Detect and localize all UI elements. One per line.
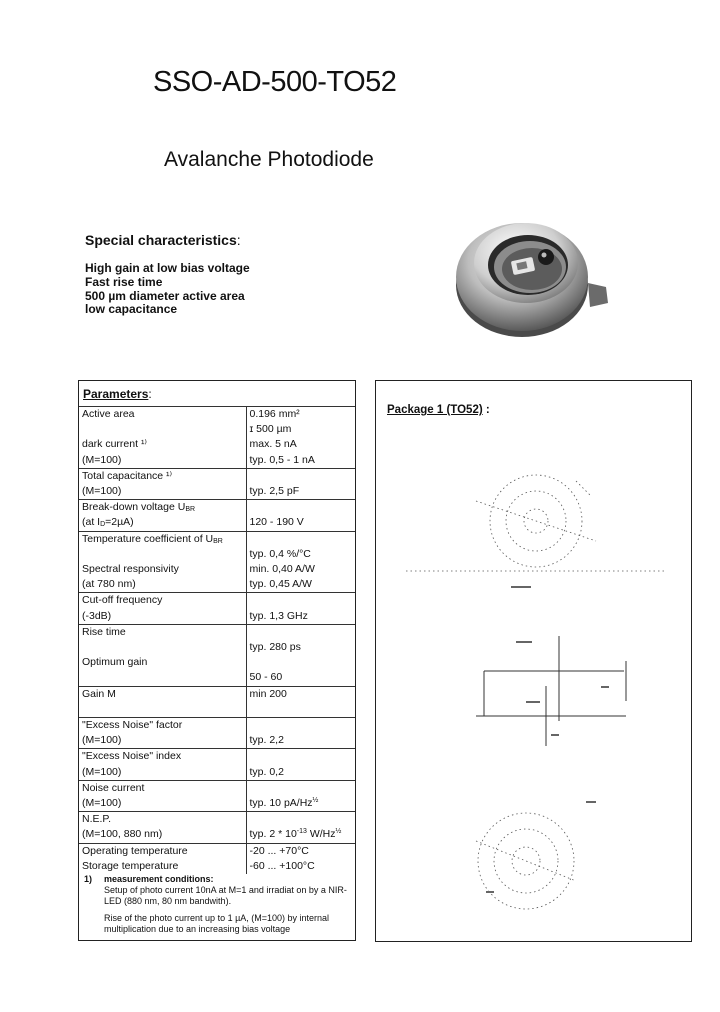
note-number: 1)	[84, 874, 93, 884]
param-label	[79, 437, 246, 452]
param-value	[246, 827, 355, 843]
param-row	[79, 686, 355, 702]
param-row	[79, 422, 355, 437]
special-item: Fast rise time	[85, 274, 163, 289]
param-value	[246, 655, 355, 670]
param-label-text: (-3dB)	[82, 609, 112, 622]
param-value-text: ɪ 500 µm	[249, 423, 292, 436]
param-value	[246, 577, 355, 593]
param-value	[246, 562, 355, 577]
param-label-text: Spectral responsivity	[82, 563, 179, 576]
photodiode-photo	[448, 205, 613, 340]
param-value	[246, 593, 355, 609]
param-row	[79, 515, 355, 531]
param-row	[79, 827, 355, 843]
parameters-panel	[78, 380, 356, 941]
param-value	[246, 609, 355, 625]
param-row	[79, 859, 355, 874]
param-value	[246, 796, 355, 812]
note-text: Setup of photo current 10nA at M=1 and irradiat on by a NIR-LED (880 nm, 80 nm bandwith).	[104, 885, 347, 906]
param-value-text: typ. 0,45 A/W	[249, 578, 312, 591]
param-row	[79, 733, 355, 749]
param-row	[79, 484, 355, 500]
param-label-text: (M=100)	[82, 734, 122, 747]
special-item: low capacitance	[85, 302, 178, 317]
param-row	[79, 468, 355, 484]
param-label-text: Cut-off frequency	[82, 594, 163, 607]
special-characteristics-heading	[85, 232, 241, 248]
param-label	[79, 624, 246, 640]
note-title: measurement conditions:	[104, 874, 214, 884]
param-label	[79, 749, 246, 765]
param-value-superscript: -13	[296, 828, 307, 836]
param-value-text: 50 - 60	[249, 671, 283, 684]
param-row	[79, 577, 355, 593]
param-label	[79, 843, 246, 859]
param-value	[246, 515, 355, 531]
param-label	[79, 593, 246, 609]
param-value	[246, 453, 355, 469]
param-value-text: typ. 0,4 %/°C	[249, 547, 311, 560]
param-label-text: N.E.P.	[82, 813, 111, 826]
param-value-text: max. 5 nA	[249, 438, 297, 451]
special-item: 500 µm diameter active area	[85, 288, 245, 303]
document-title: SSO-AD-500-TO52	[153, 66, 397, 98]
measurement-notes	[84, 874, 350, 941]
param-value-text: typ. 2,2	[249, 734, 284, 747]
param-label	[79, 531, 246, 547]
param-value-text: typ. 280 ps	[249, 641, 301, 654]
param-value-text: typ. 1,3 GHz	[249, 609, 308, 622]
param-row	[79, 562, 355, 577]
param-label-text: Temperature coefficient of U	[82, 532, 214, 545]
param-label	[79, 547, 246, 562]
param-value-superscript: ½	[312, 797, 319, 805]
param-label-text: (M=100)	[82, 453, 122, 466]
param-label	[79, 733, 246, 749]
param-label-text: Operating temperature	[82, 844, 188, 857]
param-value	[246, 407, 355, 423]
param-label-text: Rise time	[82, 625, 126, 638]
param-label	[79, 407, 246, 423]
param-value	[246, 718, 355, 734]
param-value-text: typ. 0,5 - 1 nA	[249, 453, 315, 466]
special-characteristics-list	[85, 262, 250, 317]
param-row	[79, 453, 355, 469]
package-panel	[375, 380, 692, 942]
param-value	[246, 686, 355, 702]
param-label-text: Storage temperature	[82, 859, 179, 872]
param-value-text: 120 - 190 V	[249, 516, 304, 529]
param-label	[79, 702, 246, 718]
param-row	[79, 655, 355, 670]
param-label-text: Break-down voltage U	[82, 501, 186, 514]
param-label-suffix: =2µA)	[105, 516, 134, 529]
param-value	[246, 437, 355, 452]
param-value-text: typ. 2,5 pF	[249, 485, 300, 498]
param-value-unit: W/Hz	[306, 828, 336, 841]
param-value-text: -60 ... +100°C	[249, 859, 315, 872]
param-label	[79, 812, 246, 828]
param-label	[79, 670, 246, 686]
param-row	[79, 780, 355, 796]
param-label	[79, 515, 246, 531]
param-label-text: Optimum gain	[82, 656, 148, 669]
param-label	[79, 609, 246, 625]
param-row	[79, 749, 355, 765]
param-label-text: (M=100)	[82, 485, 122, 498]
param-row	[79, 531, 355, 547]
parameters-table	[79, 406, 355, 874]
package-heading	[387, 404, 490, 416]
special-heading-text: Special characteristics	[85, 232, 237, 248]
param-label-subscript: BR	[213, 537, 223, 545]
param-label	[79, 827, 246, 843]
param-value-text: min 200	[249, 687, 287, 700]
param-label-text: (M=100, 880 nm)	[82, 828, 163, 841]
param-label	[79, 562, 246, 577]
param-label-text: "Excess Noise" factor	[82, 719, 183, 732]
param-label	[79, 468, 246, 484]
param-row	[79, 547, 355, 562]
param-value-exponent: ½	[335, 828, 342, 836]
package-heading-text: Package 1 (TO52)	[387, 404, 483, 416]
param-row	[79, 812, 355, 828]
param-row	[79, 702, 355, 718]
package-drawing	[376, 441, 691, 941]
param-label-text: Gain M	[82, 687, 116, 700]
param-value	[246, 765, 355, 781]
param-value-text: -20 ... +70°C	[249, 844, 309, 857]
param-label-text: (at 780 nm)	[82, 578, 136, 591]
param-label-text: Noise current	[82, 781, 145, 794]
param-value	[246, 624, 355, 640]
param-value	[246, 859, 355, 874]
param-label	[79, 765, 246, 781]
param-value	[246, 843, 355, 859]
param-row	[79, 437, 355, 452]
param-row	[79, 593, 355, 609]
param-label-subscript: D	[100, 521, 106, 529]
note-text: Rise of the photo current up to 1 µA, (M=100) by internal multiplication due to an increasing bias voltage	[104, 913, 330, 934]
param-label-text: dark current ¹⁾	[82, 438, 148, 451]
param-value-text: typ. 0,2	[249, 765, 284, 778]
param-value	[246, 468, 355, 484]
param-label	[79, 422, 246, 437]
param-label	[79, 500, 246, 516]
param-row	[79, 640, 355, 655]
param-value	[246, 749, 355, 765]
param-label	[79, 577, 246, 593]
param-label	[79, 859, 246, 874]
param-row	[79, 624, 355, 640]
param-value	[246, 702, 355, 718]
param-row	[79, 796, 355, 812]
param-value	[246, 547, 355, 562]
parameters-heading-colon: :	[148, 387, 152, 401]
param-row	[79, 843, 355, 859]
param-value	[246, 733, 355, 749]
param-label-text: Total capacitance ¹⁾	[82, 469, 173, 482]
param-value	[246, 531, 355, 547]
param-row	[79, 500, 355, 516]
param-value	[246, 780, 355, 796]
parameters-heading-text: Parameters	[83, 387, 149, 401]
param-value	[246, 812, 355, 828]
param-value	[246, 500, 355, 516]
param-value	[246, 422, 355, 437]
param-row	[79, 609, 355, 625]
param-label-text: (at I	[82, 516, 101, 529]
param-label-text: (M=100)	[82, 765, 122, 778]
param-label	[79, 640, 246, 655]
param-label	[79, 780, 246, 796]
param-value	[246, 484, 355, 500]
param-row	[79, 765, 355, 781]
param-row	[79, 670, 355, 686]
special-heading-colon: :	[236, 232, 241, 248]
param-value	[246, 670, 355, 686]
param-row	[79, 718, 355, 734]
param-value-text: min. 0,40 A/W	[249, 563, 315, 576]
package-heading-suffix: :	[482, 404, 490, 416]
special-item: High gain at low bias voltage	[85, 261, 250, 275]
param-label-text: (M=100)	[82, 797, 122, 810]
param-label-subscript: BR	[185, 506, 196, 514]
param-value	[246, 640, 355, 655]
param-label	[79, 655, 246, 670]
document-subtitle: Avalanche Photodiode	[164, 148, 374, 171]
param-label	[79, 686, 246, 702]
param-label	[79, 796, 246, 812]
param-label-text: Active area	[82, 408, 135, 420]
param-value-text: 0.196 mm²	[249, 408, 300, 420]
param-value-text: typ. 2 * 10	[249, 828, 297, 841]
param-label	[79, 718, 246, 734]
param-label-text: "Excess Noise" index	[82, 750, 182, 763]
param-row	[79, 407, 355, 423]
param-label	[79, 453, 246, 469]
parameters-heading	[83, 387, 152, 401]
param-label	[79, 484, 246, 500]
param-value-text: typ. 10 pA/Hz	[249, 797, 313, 810]
